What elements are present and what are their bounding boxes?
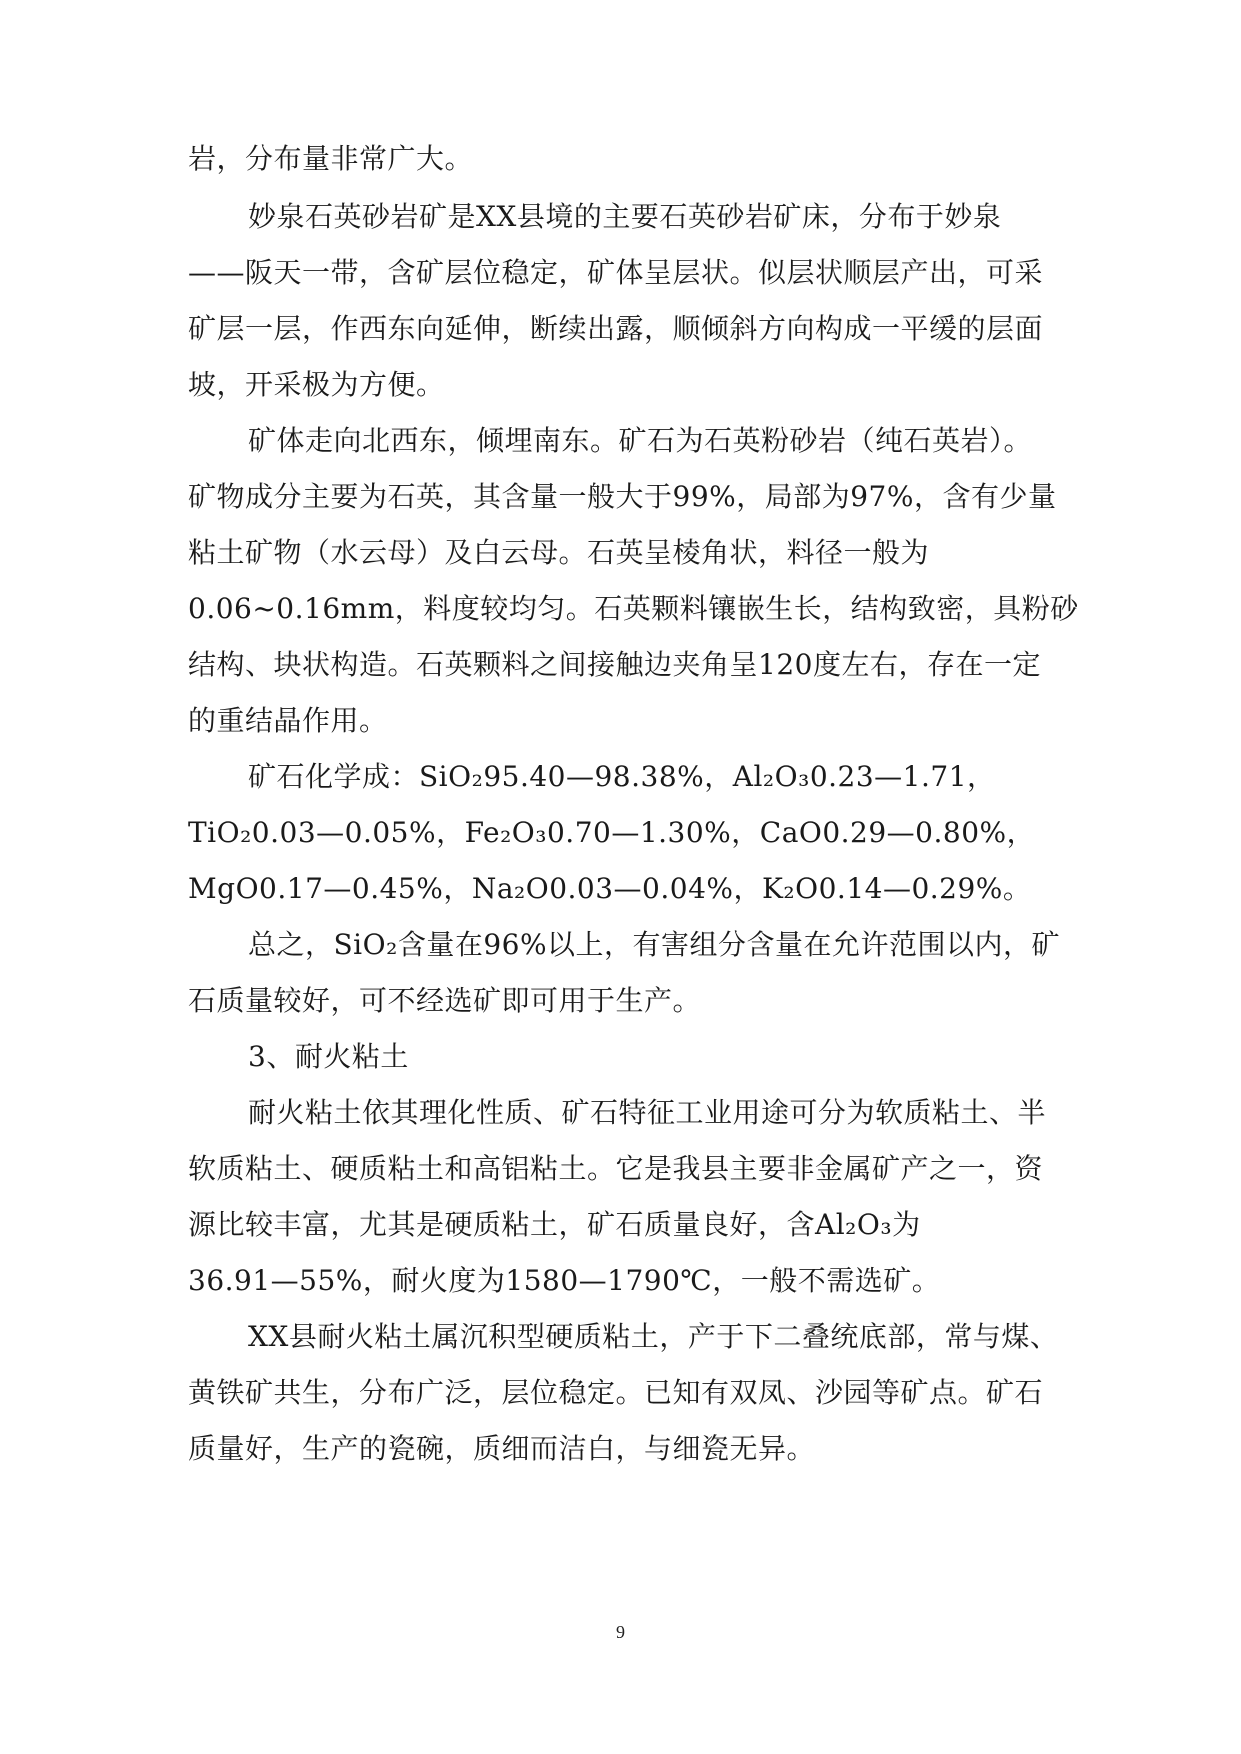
paragraph-line: 源比较丰富，尤其是硬质粘土，矿石质量良好，含Al₂O₃为 <box>188 1208 921 1241</box>
paragraph-line: TiO₂0.03—0.05%，Fe₂O₃0.70—1.30%，CaO0.29—0.80%， <box>188 816 1036 849</box>
paragraph-line: 矿石化学成：SiO₂95.40—98.38%，Al₂O₃0.23—1.71， <box>248 760 996 793</box>
paragraph-line: 粘土矿物（水云母）及白云母。石英呈棱角状，料径一般为 <box>188 536 930 569</box>
paragraph-line: 黄铁矿共生，分布广泛，层位稳定。已知有双凤、沙园等矿点。矿石 <box>188 1376 1044 1409</box>
paragraph-line: MgO0.17—0.45%，Na₂O0.03—0.04%，K₂O0.14—0.29%。 <box>188 872 1032 905</box>
paragraph-line: 软质粘土、硬质粘土和高铝粘土。它是我县主要非金属矿产之一，资 <box>188 1152 1044 1185</box>
paragraph-line: 妙泉石英砂岩矿是XX县境的主要石英砂岩矿床，分布于妙泉 <box>248 200 1002 233</box>
paragraph-line: 矿层一层，作西东向延伸，断续出露，顺倾斜方向构成一平缓的层面 <box>188 312 1044 345</box>
paragraph-line: 耐火粘土依其理化性质、矿石特征工业用途可分为软质粘土、半 <box>248 1096 1047 1129</box>
paragraph-line: 矿体走向北西东，倾埋南东。矿石为石英粉砂岩（纯石英岩）。 <box>248 424 1033 457</box>
paragraph-line: ——阪天一带，含矿层位稳定，矿体呈层状。似层状顺层产出，可采 <box>188 256 1044 289</box>
paragraph-line: 36.91—55%，耐火度为1580—1790℃，一般不需选矿。 <box>188 1264 941 1297</box>
paragraph-line: 结构、块状构造。石英颗料之间接触边夹角呈120度左右，存在一定 <box>188 648 1041 681</box>
paragraph-line: 矿物成分主要为石英，其含量一般大于99%，局部为97%，含有少量 <box>188 480 1057 513</box>
paragraph-line: 质量好，生产的瓷碗，质细而洁白，与细瓷无异。 <box>188 1432 816 1465</box>
paragraph-line: 坡，开采极为方便。 <box>188 368 445 401</box>
paragraph-line: 岩，分布量非常广大。 <box>188 142 474 175</box>
page-number: 9 <box>616 1622 625 1642</box>
paragraph-line: 石质量较好，可不经选矿即可用于生产。 <box>188 984 702 1017</box>
paragraph-line: 的重结晶作用。 <box>188 704 388 737</box>
paragraph-line: 总之，SiO₂含量在96%以上，有害组分含量在允许范围以内，矿 <box>248 928 1061 961</box>
section-heading: 3、耐火粘土 <box>248 1040 409 1073</box>
paragraph-line: 0.06~0.16mm，料度较均匀。石英颗料镶嵌生长，结构致密，具粉砂 <box>188 592 1079 625</box>
paragraph-line: XX县耐火粘土属沉积型硬质粘土，产于下二叠统底部，常与煤、 <box>248 1320 1059 1353</box>
